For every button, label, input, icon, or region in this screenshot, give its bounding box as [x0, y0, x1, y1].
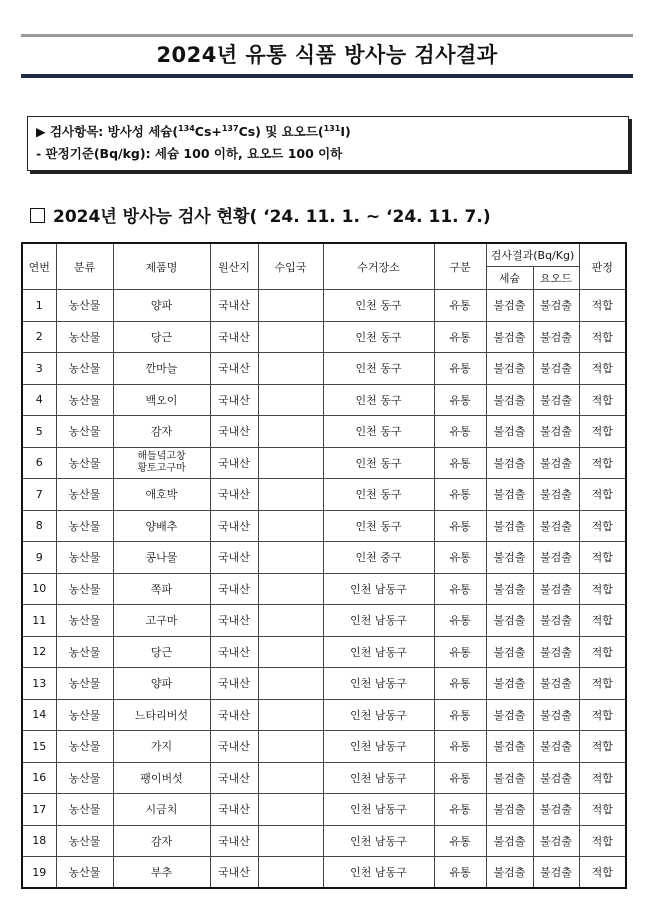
cell-category: 농산물 [56, 636, 113, 668]
cell-cesium: 불검출 [486, 416, 533, 448]
cell-origin: 국내산 [210, 762, 258, 794]
header-product: 제품명 [113, 243, 210, 290]
cell-no: 3 [22, 353, 56, 385]
cell-iodine: 불검출 [533, 447, 579, 479]
table-row [22, 353, 626, 385]
cell-import-country [258, 353, 323, 385]
table-row [22, 447, 626, 479]
header-category: 분류 [56, 243, 113, 290]
header-judgment: 판정 [579, 243, 626, 290]
test-items-prefix: ▶ 검사항목: 방사성 세슘( [36, 124, 179, 139]
cell-origin: 국내산 [210, 321, 258, 353]
table-row [22, 699, 626, 731]
cell-category: 농산물 [56, 479, 113, 511]
i131-superscript: 131 [323, 123, 341, 133]
cell-type: 유통 [434, 731, 486, 763]
cell-no: 6 [22, 447, 56, 479]
cell-iodine: 불검출 [533, 384, 579, 416]
header-result-group: 검사결과(Bq/Kg) [486, 243, 579, 267]
cell-collection-place: 인천 남동구 [323, 636, 434, 668]
cell-judgment: 적합 [579, 762, 626, 794]
cell-import-country [258, 762, 323, 794]
cell-import-country [258, 573, 323, 605]
cell-iodine: 불검출 [533, 699, 579, 731]
cell-cesium: 불검출 [486, 668, 533, 700]
table-row [22, 416, 626, 448]
test-items-line [36, 121, 620, 143]
cell-import-country [258, 384, 323, 416]
cell-iodine: 불검출 [533, 573, 579, 605]
cell-judgment: 적합 [579, 290, 626, 322]
cell-product: 당근 [113, 321, 210, 353]
cell-iodine: 불검출 [533, 794, 579, 826]
cell-category: 농산물 [56, 447, 113, 479]
cell-type: 유통 [434, 605, 486, 637]
cell-product: 느타리버섯 [113, 699, 210, 731]
table-row [22, 825, 626, 857]
cell-no: 8 [22, 510, 56, 542]
table-row [22, 794, 626, 826]
cell-import-country [258, 542, 323, 574]
cell-judgment: 적합 [579, 825, 626, 857]
cell-product: 감자 [113, 416, 210, 448]
cell-iodine: 불검출 [533, 542, 579, 574]
cell-category: 농산물 [56, 762, 113, 794]
cell-collection-place: 인천 남동구 [323, 668, 434, 700]
cell-cesium: 불검출 [486, 825, 533, 857]
cell-import-country [258, 510, 323, 542]
criteria-line: - 판정기준(Bq/kg): 세슘 100 이하, 요오드 100 이하 [36, 146, 343, 161]
cell-origin: 국내산 [210, 510, 258, 542]
title-bar [21, 34, 633, 78]
cell-iodine: 불검출 [533, 290, 579, 322]
cell-cesium: 불검출 [486, 542, 533, 574]
cell-no: 18 [22, 825, 56, 857]
cell-collection-place: 인천 남동구 [323, 573, 434, 605]
cell-import-country [258, 447, 323, 479]
cell-product: 가지 [113, 731, 210, 763]
cell-type: 유통 [434, 290, 486, 322]
cell-category: 농산물 [56, 384, 113, 416]
cell-type: 유통 [434, 699, 486, 731]
cell-category: 농산물 [56, 353, 113, 385]
cell-origin: 국내산 [210, 636, 258, 668]
cell-collection-place: 인천 동구 [323, 479, 434, 511]
cell-product: 감자 [113, 825, 210, 857]
cell-cesium: 불검출 [486, 762, 533, 794]
cell-collection-place: 인천 남동구 [323, 762, 434, 794]
cell-cesium: 불검출 [486, 479, 533, 511]
cell-iodine: 불검출 [533, 825, 579, 857]
cell-no: 9 [22, 542, 56, 574]
cell-no: 10 [22, 573, 56, 605]
cell-judgment: 적합 [579, 699, 626, 731]
cell-collection-place: 인천 남동구 [323, 605, 434, 637]
cell-product: 팽이버섯 [113, 762, 210, 794]
cell-product: 고구마 [113, 605, 210, 637]
cell-collection-place: 인천 동구 [323, 321, 434, 353]
cell-category: 농산물 [56, 290, 113, 322]
cell-origin: 국내산 [210, 290, 258, 322]
cell-collection-place: 인천 남동구 [323, 825, 434, 857]
header-import-country: 수입국 [258, 243, 323, 290]
table-row [22, 542, 626, 574]
cell-cesium: 불검출 [486, 384, 533, 416]
cell-collection-place: 인천 동구 [323, 290, 434, 322]
cell-category: 농산물 [56, 825, 113, 857]
cell-no: 19 [22, 857, 56, 889]
cell-category: 농산물 [56, 510, 113, 542]
cell-import-country [258, 857, 323, 889]
cell-collection-place: 인천 동구 [323, 510, 434, 542]
cell-product: 해들녘고창 황토고구마 [113, 447, 210, 479]
cell-origin: 국내산 [210, 447, 258, 479]
cell-judgment: 적합 [579, 668, 626, 700]
cell-collection-place: 인천 남동구 [323, 699, 434, 731]
section-title-text: 2024년 방사능 검사 현황( ‘24. 11. 1. ~ ‘24. 11. 7.) [53, 207, 491, 227]
cell-product: 당근 [113, 636, 210, 668]
cell-iodine: 불검출 [533, 416, 579, 448]
test-info-box [27, 116, 629, 171]
cell-judgment: 적합 [579, 479, 626, 511]
cell-type: 유통 [434, 636, 486, 668]
cs137-label: Cs) 및 요오드( [238, 124, 324, 139]
cell-judgment: 적합 [579, 636, 626, 668]
cell-judgment: 적합 [579, 542, 626, 574]
cell-no: 5 [22, 416, 56, 448]
page-title: 2024년 유통 식품 방사능 검사결과 [156, 43, 498, 67]
cell-no: 7 [22, 479, 56, 511]
table-row [22, 668, 626, 700]
cell-no: 12 [22, 636, 56, 668]
cell-judgment: 적합 [579, 573, 626, 605]
cell-type: 유통 [434, 857, 486, 889]
cell-origin: 국내산 [210, 416, 258, 448]
cell-iodine: 불검출 [533, 857, 579, 889]
cell-import-country [258, 636, 323, 668]
cell-judgment: 적합 [579, 447, 626, 479]
cell-import-country [258, 479, 323, 511]
cell-type: 유통 [434, 510, 486, 542]
cell-category: 농산물 [56, 573, 113, 605]
cell-type: 유통 [434, 762, 486, 794]
cell-judgment: 적합 [579, 321, 626, 353]
cs134-superscript: 134 [178, 123, 195, 133]
cell-type: 유통 [434, 447, 486, 479]
cell-judgment: 적합 [579, 416, 626, 448]
cell-no: 17 [22, 794, 56, 826]
cell-collection-place: 인천 중구 [323, 542, 434, 574]
cell-origin: 국내산 [210, 857, 258, 889]
cell-no: 13 [22, 668, 56, 700]
cell-type: 유통 [434, 573, 486, 605]
cell-category: 농산물 [56, 416, 113, 448]
cell-import-country [258, 668, 323, 700]
cell-type: 유통 [434, 479, 486, 511]
table-row [22, 573, 626, 605]
table-row [22, 636, 626, 668]
cell-collection-place: 인천 동구 [323, 384, 434, 416]
cell-import-country [258, 290, 323, 322]
cell-origin: 국내산 [210, 668, 258, 700]
checkbox-square-icon [30, 208, 45, 223]
cell-origin: 국내산 [210, 731, 258, 763]
cell-type: 유통 [434, 794, 486, 826]
cell-origin: 국내산 [210, 825, 258, 857]
cell-collection-place: 인천 남동구 [323, 731, 434, 763]
cell-no: 11 [22, 605, 56, 637]
cell-product: 양파 [113, 668, 210, 700]
cell-type: 유통 [434, 353, 486, 385]
cell-origin: 국내산 [210, 794, 258, 826]
cell-import-country [258, 794, 323, 826]
cell-category: 농산물 [56, 794, 113, 826]
cell-iodine: 불검출 [533, 731, 579, 763]
cell-no: 16 [22, 762, 56, 794]
cell-iodine: 불검출 [533, 353, 579, 385]
cell-iodine: 불검출 [533, 605, 579, 637]
cell-origin: 국내산 [210, 699, 258, 731]
cell-product: 양배추 [113, 510, 210, 542]
cell-judgment: 적합 [579, 510, 626, 542]
cell-collection-place: 인천 동구 [323, 353, 434, 385]
cell-iodine: 불검출 [533, 636, 579, 668]
cell-origin: 국내산 [210, 573, 258, 605]
header-no: 연번 [22, 243, 56, 290]
cell-no: 1 [22, 290, 56, 322]
cs134-label: Cs+ [194, 124, 222, 139]
cell-judgment: 적합 [579, 384, 626, 416]
cell-iodine: 불검출 [533, 762, 579, 794]
cell-judgment: 적합 [579, 857, 626, 889]
cell-import-country [258, 731, 323, 763]
cell-cesium: 불검출 [486, 290, 533, 322]
cell-cesium: 불검출 [486, 699, 533, 731]
cell-type: 유통 [434, 542, 486, 574]
table-row [22, 384, 626, 416]
cell-product: 부추 [113, 857, 210, 889]
cell-origin: 국내산 [210, 353, 258, 385]
cell-type: 유통 [434, 416, 486, 448]
cell-product: 콩나물 [113, 542, 210, 574]
cell-iodine: 불검출 [533, 479, 579, 511]
table-row [22, 731, 626, 763]
cell-product: 깐마늘 [113, 353, 210, 385]
cell-origin: 국내산 [210, 479, 258, 511]
table-row [22, 857, 626, 889]
cell-no: 14 [22, 699, 56, 731]
cell-category: 농산물 [56, 668, 113, 700]
cell-no: 4 [22, 384, 56, 416]
cell-judgment: 적합 [579, 605, 626, 637]
cell-category: 농산물 [56, 605, 113, 637]
cell-iodine: 불검출 [533, 668, 579, 700]
cell-judgment: 적합 [579, 353, 626, 385]
cell-cesium: 불검출 [486, 510, 533, 542]
cell-origin: 국내산 [210, 384, 258, 416]
cell-cesium: 불검출 [486, 573, 533, 605]
cell-collection-place: 인천 남동구 [323, 794, 434, 826]
table-row [22, 605, 626, 637]
cell-category: 농산물 [56, 699, 113, 731]
table-row [22, 510, 626, 542]
cell-import-country [258, 825, 323, 857]
cell-type: 유통 [434, 384, 486, 416]
cell-iodine: 불검출 [533, 510, 579, 542]
cell-cesium: 불검출 [486, 794, 533, 826]
cell-cesium: 불검출 [486, 731, 533, 763]
cell-product: 시금치 [113, 794, 210, 826]
cell-category: 농산물 [56, 321, 113, 353]
cs137-superscript: 137 [221, 123, 239, 133]
header-collection-place: 수거장소 [323, 243, 434, 290]
cell-product: 백오이 [113, 384, 210, 416]
cell-no: 2 [22, 321, 56, 353]
section-title [30, 202, 491, 227]
header-cesium: 세슘 [486, 267, 533, 290]
header-iodine: 요오드 [533, 267, 579, 290]
cell-import-country [258, 321, 323, 353]
cell-origin: 국내산 [210, 605, 258, 637]
cell-product: 쪽파 [113, 573, 210, 605]
cell-origin: 국내산 [210, 542, 258, 574]
cell-category: 농산물 [56, 731, 113, 763]
cell-product: 애호박 [113, 479, 210, 511]
cell-category: 농산물 [56, 857, 113, 889]
cell-cesium: 불검출 [486, 636, 533, 668]
table-row [22, 762, 626, 794]
table-row [22, 290, 626, 322]
cell-cesium: 불검출 [486, 857, 533, 889]
header-type: 구분 [434, 243, 486, 290]
cell-cesium: 불검출 [486, 447, 533, 479]
results-table [21, 242, 627, 889]
cell-import-country [258, 605, 323, 637]
cell-no: 15 [22, 731, 56, 763]
cell-collection-place: 인천 동구 [323, 447, 434, 479]
cell-cesium: 불검출 [486, 321, 533, 353]
cell-product: 양파 [113, 290, 210, 322]
cell-collection-place: 인천 남동구 [323, 857, 434, 889]
cell-iodine: 불검출 [533, 321, 579, 353]
cell-cesium: 불검출 [486, 605, 533, 637]
cell-judgment: 적합 [579, 794, 626, 826]
cell-type: 유통 [434, 825, 486, 857]
cell-import-country [258, 416, 323, 448]
cell-category: 농산물 [56, 542, 113, 574]
header-origin: 원산지 [210, 243, 258, 290]
cell-type: 유통 [434, 321, 486, 353]
cell-type: 유통 [434, 668, 486, 700]
cell-cesium: 불검출 [486, 353, 533, 385]
cell-judgment: 적합 [579, 731, 626, 763]
table-row [22, 479, 626, 511]
table-row [22, 321, 626, 353]
i131-label: I) [340, 124, 351, 139]
cell-import-country [258, 699, 323, 731]
cell-collection-place: 인천 동구 [323, 416, 434, 448]
